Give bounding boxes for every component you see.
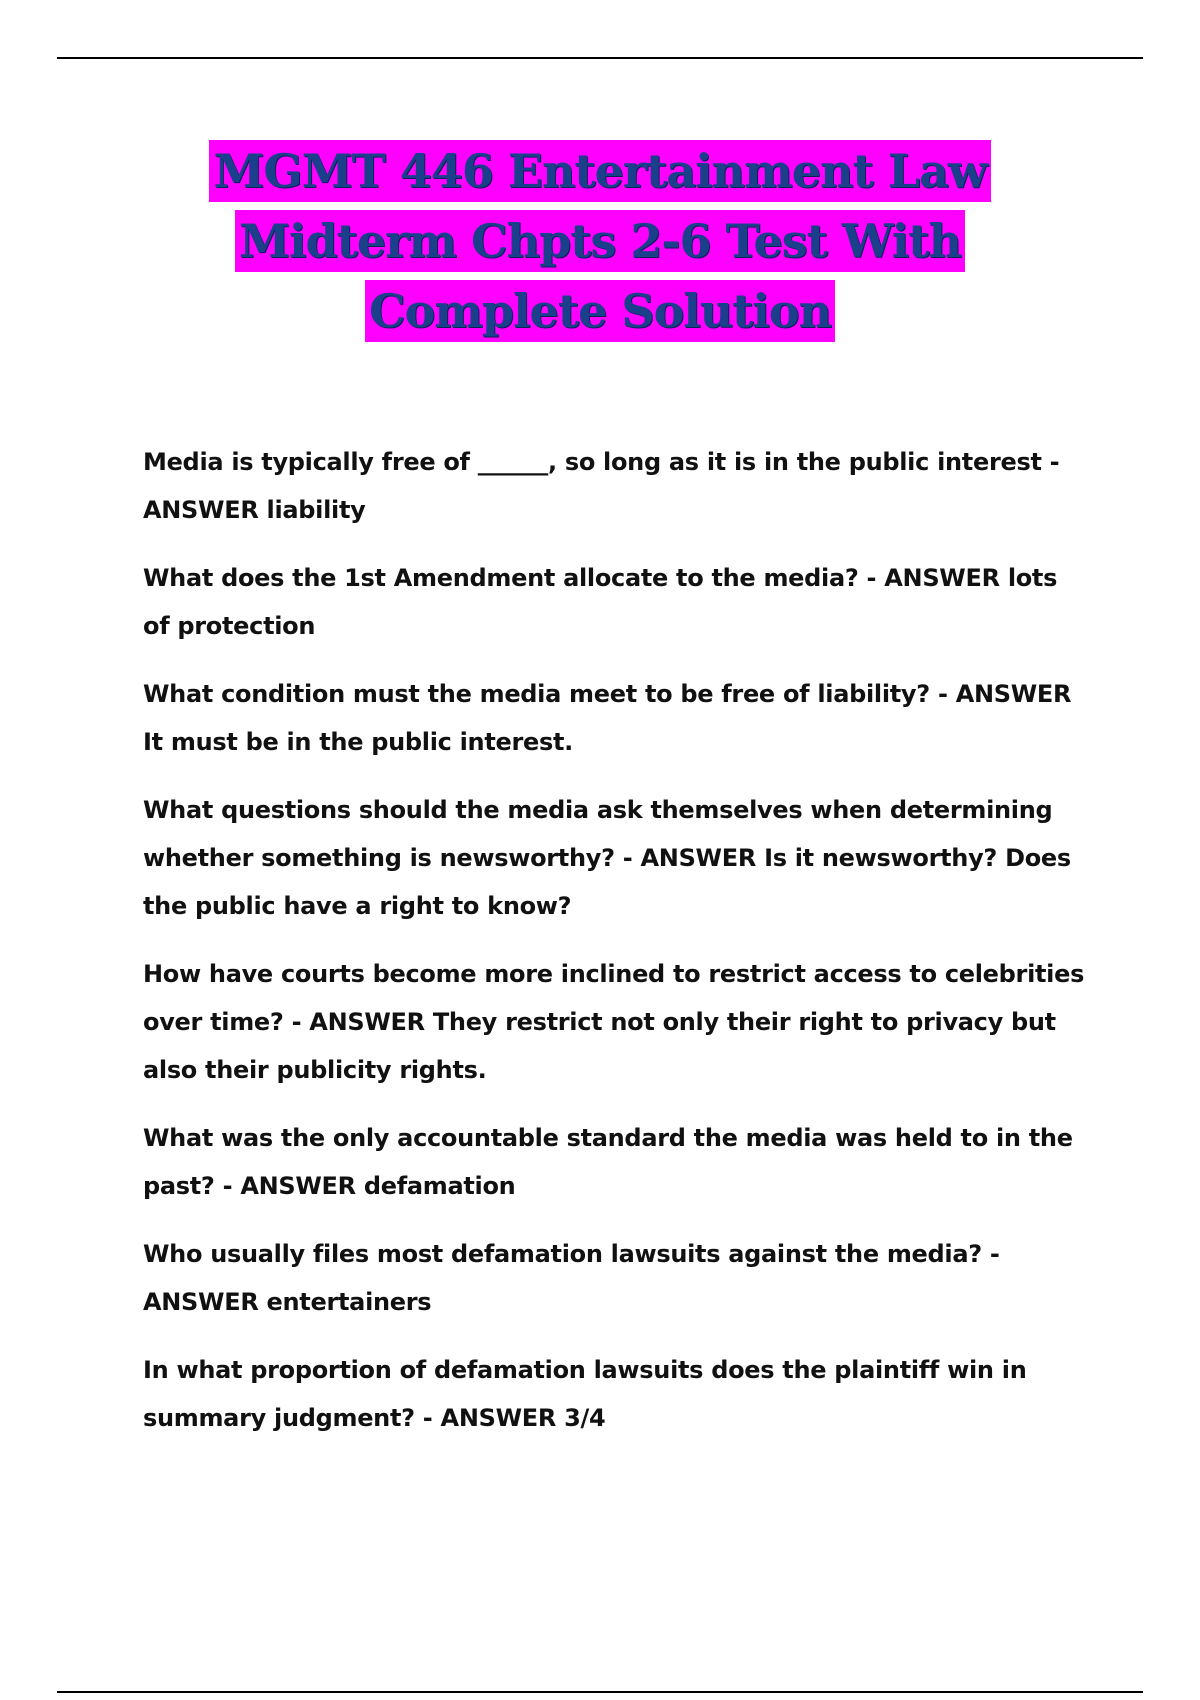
answer-text: ANSWER liability — [143, 496, 366, 524]
question-text: What condition must the media meet to be free of liability? - — [143, 680, 948, 708]
question-text: Who usually files most defamation lawsuits against the media? - — [143, 1240, 1000, 1268]
qa-item — [143, 1230, 1088, 1326]
qa-item — [143, 670, 1088, 766]
qa-item — [143, 438, 1088, 534]
qa-list — [143, 438, 1088, 1462]
question-text: In what proportion of defamation lawsuits does the plaintiff win in summary judgment? - — [143, 1356, 1027, 1432]
qa-item — [143, 1114, 1088, 1210]
qa-item — [143, 554, 1088, 650]
answer-text: ANSWER lots of protection — [143, 564, 1058, 640]
answer-text: ANSWER defamation — [240, 1172, 516, 1200]
document-title — [0, 140, 1200, 350]
answer-text: ANSWER 3/4 — [440, 1404, 606, 1432]
qa-item — [143, 1346, 1088, 1442]
title-line-2: Midterm Chpts 2-6 Test With — [235, 210, 965, 272]
answer-text: ANSWER Is it newsworthy? Does the public have a right to know? — [143, 844, 1071, 920]
question-text: What does the 1st Amendment allocate to the media? - — [143, 564, 877, 592]
bottom-rule — [57, 1691, 1143, 1693]
qa-item — [143, 950, 1088, 1094]
question-text: How have courts become more inclined to restrict access to celebrities over time? - — [143, 960, 1085, 1036]
top-rule — [57, 57, 1143, 59]
question-text: What was the only accountable standard the media was held to in the past? - — [143, 1124, 1073, 1200]
title-line-1: MGMT 446 Entertainment Law — [209, 140, 990, 202]
question-text: Media is typically free of ______, so long as it is in the public interest - — [143, 448, 1060, 476]
question-text: What questions should the media ask themselves when determining whether something is newsworthy? - — [143, 796, 1053, 872]
title-line-3: Complete Solution — [365, 280, 835, 342]
answer-text: ANSWER It must be in the public interest. — [143, 680, 1072, 756]
answer-text: ANSWER They restrict not only their right to privacy but also their publicity rights. — [143, 1008, 1056, 1084]
qa-item — [143, 786, 1088, 930]
answer-text: ANSWER entertainers — [143, 1288, 432, 1316]
